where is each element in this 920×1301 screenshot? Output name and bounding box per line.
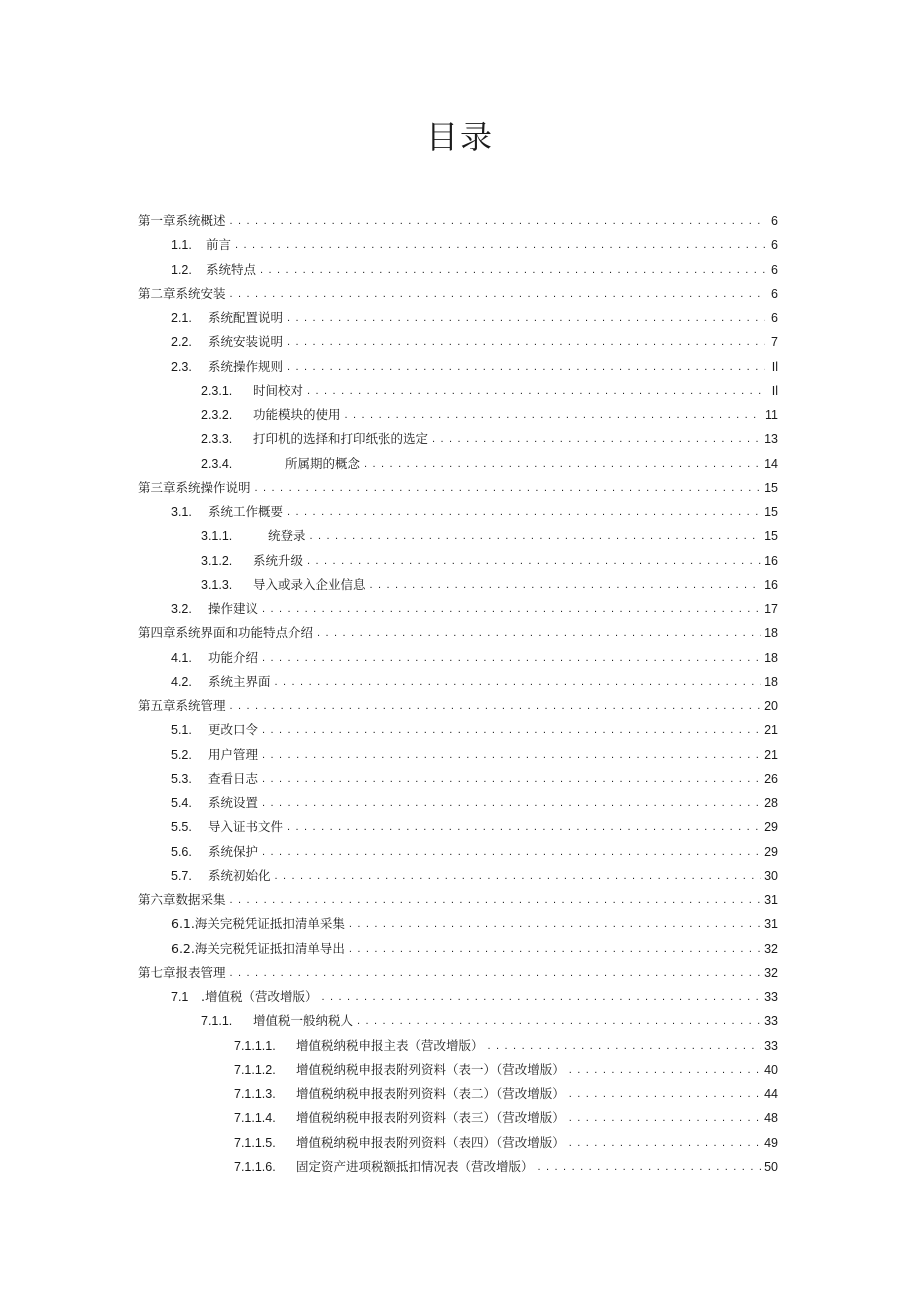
- toc-entry-number: 5.4.: [171, 796, 192, 810]
- toc-entry-title: 前言: [206, 237, 232, 253]
- toc-entry-number: 7.1.1.4.: [234, 1111, 276, 1126]
- toc-dot-leader: [345, 405, 763, 425]
- toc-entry[interactable]: [171, 720, 778, 740]
- toc-entry-number: 2.2.: [171, 335, 192, 350]
- toc-entry-title: 增值税一般纳税人: [253, 1013, 354, 1029]
- toc-entry-number: 7.1.1.5.: [234, 1135, 276, 1150]
- toc-entry-title: 导入或录入企业信息: [253, 576, 366, 592]
- toc-entry-title: 系统设置: [208, 795, 259, 810]
- toc-entry[interactable]: [201, 551, 778, 571]
- toc-entry-page-number: 17: [764, 602, 778, 616]
- toc-entry-title: 6.2.海关完税凭证抵扣清单导出: [171, 940, 345, 956]
- toc-entry-page-number: 16: [764, 553, 778, 568]
- toc-entry-page-number: 50: [764, 1159, 778, 1174]
- toc-entry-page-number: 14: [764, 456, 778, 471]
- toc-dot-leader: [569, 1133, 761, 1153]
- toc-dot-leader: [230, 696, 762, 716]
- toc-dot-leader: [357, 1011, 761, 1031]
- toc-entry[interactable]: [201, 526, 778, 546]
- toc-entry-page-number: 33: [764, 990, 778, 1004]
- toc-entry-number: 3.2.: [171, 602, 192, 616]
- toc-entry-title: 系统工作概要: [208, 504, 284, 519]
- toc-entry-number: 5.6.: [171, 844, 192, 859]
- toc-entry[interactable]: [234, 1060, 778, 1080]
- toc-entry[interactable]: [138, 696, 778, 716]
- toc-entry[interactable]: [171, 260, 778, 280]
- toc-entry-page-number: 33: [764, 1014, 778, 1029]
- toc-entry[interactable]: [171, 357, 778, 377]
- toc-dot-leader: [569, 1084, 761, 1104]
- toc-entry[interactable]: [138, 963, 778, 983]
- toc-entry[interactable]: [171, 769, 778, 789]
- toc-entry-title: 第六章数据采集: [138, 892, 226, 907]
- toc-entry[interactable]: [201, 405, 778, 425]
- toc-entry-page-number: 33: [764, 1038, 778, 1053]
- toc-dot-leader: [317, 623, 761, 643]
- toc-entry-page-number: 30: [764, 868, 778, 883]
- toc-entry-title: 增值税纳税申报主表（营改增版）: [296, 1037, 484, 1053]
- toc-entry-title: 系统操作规则: [208, 358, 284, 374]
- toc-dot-leader: [262, 769, 761, 789]
- toc-entry-title: 系统主界面: [208, 673, 271, 689]
- toc-entry-number: 2.3.1.: [201, 383, 233, 398]
- toc-entry-title: 操作建议: [208, 601, 259, 616]
- toc-entry[interactable]: [138, 478, 778, 498]
- toc-entry-number: 2.3.4.: [201, 456, 233, 471]
- toc-dot-leader: [287, 817, 761, 837]
- toc-dot-leader: [262, 745, 761, 765]
- toc-entry-title: 增值税纳税申报表附列资料（表三）（营改增版）: [296, 1110, 565, 1126]
- toc-entry-number: 5.2.: [171, 747, 192, 762]
- toc-entry-number: 5.3.: [171, 771, 192, 786]
- toc-entry-page-number: 31: [764, 917, 778, 932]
- toc-entry-number: 3.1.2.: [201, 553, 233, 568]
- toc-entry-title: 第三章系统操作说明: [138, 479, 251, 495]
- toc-entry-number: 3.1.1.: [201, 529, 233, 544]
- toc-entry-title: 6.1.海关完税凭证抵扣清单采集: [171, 916, 345, 932]
- toc-entry[interactable]: [171, 332, 778, 352]
- toc-entry-title: 系统配置说明: [208, 310, 284, 325]
- toc-dot-leader: [262, 842, 761, 862]
- toc-entry-title: 时间校对: [253, 382, 304, 398]
- toc-dot-leader: [275, 866, 762, 886]
- toc-entry-number: 7.1.1.2.: [234, 1062, 276, 1077]
- toc-dot-leader: [287, 357, 765, 377]
- toc-entry[interactable]: [138, 890, 778, 910]
- toc-entry-title: 增值税纳税申报表附列资料（表二）（营改增版）: [296, 1086, 565, 1101]
- toc-entry[interactable]: [234, 1084, 778, 1104]
- toc-entry-page-number: 6: [771, 238, 778, 253]
- toc-entry-title: 系统初始化: [208, 867, 271, 883]
- toc-entry-page-number: 29: [764, 820, 778, 835]
- toc-dot-leader: [262, 793, 761, 813]
- toc-dot-leader: [287, 332, 765, 352]
- toc-entry[interactable]: [171, 648, 778, 668]
- toc-entry-number: 7.1.1.1.: [234, 1038, 276, 1053]
- toc-entry-title: 第五章系统管理: [138, 698, 226, 713]
- toc-entry[interactable]: [171, 866, 778, 886]
- toc-entry-title: 所属期的概念: [285, 455, 361, 471]
- toc-entry-page-number: 28: [764, 796, 778, 810]
- toc-entry[interactable]: [171, 672, 778, 692]
- toc-entry-title: 查看日志: [208, 770, 259, 786]
- toc-entry-page-number: 49: [764, 1135, 778, 1150]
- toc-entry-page-number: 32: [764, 965, 778, 980]
- toc-entry-title: 功能介绍: [208, 649, 259, 665]
- toc-entry-number: 7.1.1.3.: [234, 1087, 276, 1101]
- toc-entry[interactable]: [171, 502, 778, 522]
- toc-entry-page-number: 29: [764, 844, 778, 859]
- toc-entry-title: 增值税纳税申报表附列资料（表四）（营改增版）: [296, 1134, 565, 1150]
- toc-entry-page-number: 32: [764, 941, 778, 956]
- toc-entry-number: 3.1.: [171, 505, 192, 519]
- toc-entry-page-number: 18: [764, 674, 778, 689]
- toc-entry-number: 1.1.: [171, 238, 192, 253]
- toc-entry[interactable]: [171, 842, 778, 862]
- toc-entry[interactable]: [171, 745, 778, 765]
- toc-entry-title: 系统升级: [253, 552, 304, 568]
- toc-entry[interactable]: [171, 599, 778, 619]
- toc-entry-title: 第一章系统概述: [138, 213, 226, 228]
- toc-entry-title: 增值税纳税申报表附列资料（表一）（营改增版）: [296, 1061, 565, 1077]
- toc-dot-leader: [488, 1036, 762, 1056]
- toc-entry-title: 用户管理: [208, 746, 259, 762]
- toc-entry-number: 3.1.3.: [201, 577, 233, 592]
- toc-entry-page-number: 21: [764, 723, 778, 738]
- toc-entry-title: 第二章系统安装: [138, 285, 226, 301]
- toc-entry-number: 7.1.1.: [201, 1014, 233, 1029]
- toc-entry-title: 统登录: [268, 528, 306, 544]
- toc-entry[interactable]: [171, 793, 778, 813]
- toc-entry-title: 第七章报表管理: [138, 964, 226, 980]
- toc-entry-page-number: 15: [764, 529, 778, 544]
- toc-entry-title: 系统保护: [208, 843, 259, 859]
- toc-entry[interactable]: [171, 939, 778, 959]
- toc-entry-page-number: 40: [764, 1062, 778, 1077]
- toc-dot-leader: [307, 551, 761, 571]
- toc-dot-leader: [569, 1060, 761, 1080]
- toc-entry-page-number: 20: [764, 699, 778, 713]
- toc-entry-number: 7.1.1.6.: [234, 1159, 276, 1174]
- toc-dot-leader: [287, 502, 761, 522]
- toc-entry-number: 4.2.: [171, 674, 192, 689]
- toc-entry-number: 4.1.: [171, 650, 192, 665]
- toc-dot-leader: [287, 308, 765, 328]
- toc-dot-leader: [260, 260, 765, 280]
- toc-dot-leader: [230, 963, 762, 983]
- toc-entry[interactable]: [201, 429, 778, 449]
- toc-entry-number: 5.1.: [171, 723, 192, 738]
- toc-entry[interactable]: [234, 1108, 778, 1128]
- toc-dot-leader: [310, 526, 762, 546]
- toc-entry-page-number: 6: [771, 311, 778, 325]
- toc-dot-leader: [321, 987, 761, 1007]
- toc-entry[interactable]: [171, 235, 778, 255]
- toc-dot-leader: [262, 720, 761, 740]
- toc-entry-title: 打印机的选择和打印纸张的选定: [253, 431, 429, 447]
- toc-entry-page-number: 7: [771, 335, 778, 350]
- toc-dot-leader: [230, 890, 762, 910]
- toc-dot-leader: [275, 672, 762, 692]
- toc-entry-page-number: 6: [771, 286, 778, 301]
- toc-entry-page-number: 13: [764, 432, 778, 447]
- toc-entry[interactable]: [171, 817, 778, 837]
- toc-entry[interactable]: [138, 623, 778, 643]
- toc-dot-leader: [569, 1108, 761, 1128]
- toc-entry[interactable]: [201, 1011, 778, 1031]
- toc-entry-title: 系统特点: [206, 261, 257, 277]
- toc-entry[interactable]: [171, 914, 778, 934]
- toc-dot-leader: [349, 939, 761, 959]
- toc-dot-leader: [364, 454, 761, 474]
- toc-entry-title: .增值税（营改增版）: [201, 989, 318, 1004]
- toc-dot-leader: [349, 914, 761, 934]
- toc-entry-number: 2.3.3.: [201, 432, 233, 447]
- toc-entry-page-number: 18: [764, 650, 778, 665]
- page-title: 目录: [425, 118, 494, 156]
- toc-entry-page-number: 6: [771, 214, 778, 228]
- toc-entry-page-number: 31: [764, 893, 778, 907]
- toc-entry-title: 更改口令: [208, 722, 259, 738]
- toc-entry-page-number: 15: [764, 480, 778, 495]
- toc-dot-leader: [235, 235, 765, 255]
- toc-dot-leader: [230, 284, 765, 304]
- toc-entry-number: 5.5.: [171, 820, 192, 835]
- toc-dot-leader: [255, 478, 762, 498]
- toc-entry-number: 2.3.: [171, 359, 192, 374]
- toc-entry[interactable]: [201, 381, 778, 401]
- toc-entry-title: 固定资产进项税额抵扣情况表（营改增版）: [296, 1158, 534, 1174]
- toc-entry-page-number: 6: [771, 262, 778, 277]
- toc-entry-page-number: Il: [771, 383, 778, 398]
- toc-entry[interactable]: [234, 1157, 778, 1177]
- toc-dot-leader: [262, 648, 761, 668]
- toc-dot-leader: [230, 211, 765, 231]
- toc-entry-title: 导入证书文件: [208, 819, 284, 835]
- toc-entry-page-number: 21: [764, 747, 778, 762]
- toc-entry[interactable]: [138, 284, 778, 304]
- toc-entry-page-number: 15: [764, 505, 778, 519]
- toc-entry-page-number: 44: [764, 1087, 778, 1101]
- toc-dot-leader: [538, 1157, 762, 1177]
- toc-entry[interactable]: [234, 1133, 778, 1153]
- toc-entry-title: 功能模块的使用: [253, 407, 341, 422]
- toc-entry-number: 5.7.: [171, 868, 192, 883]
- toc-entry[interactable]: [138, 211, 778, 231]
- toc-entry-page-number: 18: [764, 626, 778, 641]
- toc-entry-title: 第四章系统界面和功能特点介绍: [138, 625, 314, 641]
- toc-entry[interactable]: [171, 308, 778, 328]
- toc-entry-page-number: Il: [771, 359, 778, 374]
- toc-entry-page-number: 16: [764, 577, 778, 592]
- toc-dot-leader: [370, 575, 762, 595]
- toc-entry-number: 1.2.: [171, 262, 192, 277]
- toc-dot-leader: [307, 381, 765, 401]
- toc-entry[interactable]: [201, 575, 778, 595]
- toc-dot-leader: [432, 429, 761, 449]
- toc-entry-page-number: 26: [764, 771, 778, 786]
- toc-entry-number: 2.1.: [171, 311, 192, 325]
- toc-entry-page-number: 48: [764, 1111, 778, 1126]
- toc-entry-page-number: 11: [765, 408, 778, 422]
- toc-entry[interactable]: [234, 1036, 778, 1056]
- toc-dot-leader: [262, 599, 761, 619]
- toc-entry-title: 系统安装说明: [208, 334, 284, 350]
- toc-entry[interactable]: [201, 454, 778, 474]
- toc-entry-number: 2.3.2.: [201, 408, 233, 422]
- toc-entry-number: 7.1: [171, 990, 189, 1004]
- toc-entry[interactable]: [171, 987, 778, 1007]
